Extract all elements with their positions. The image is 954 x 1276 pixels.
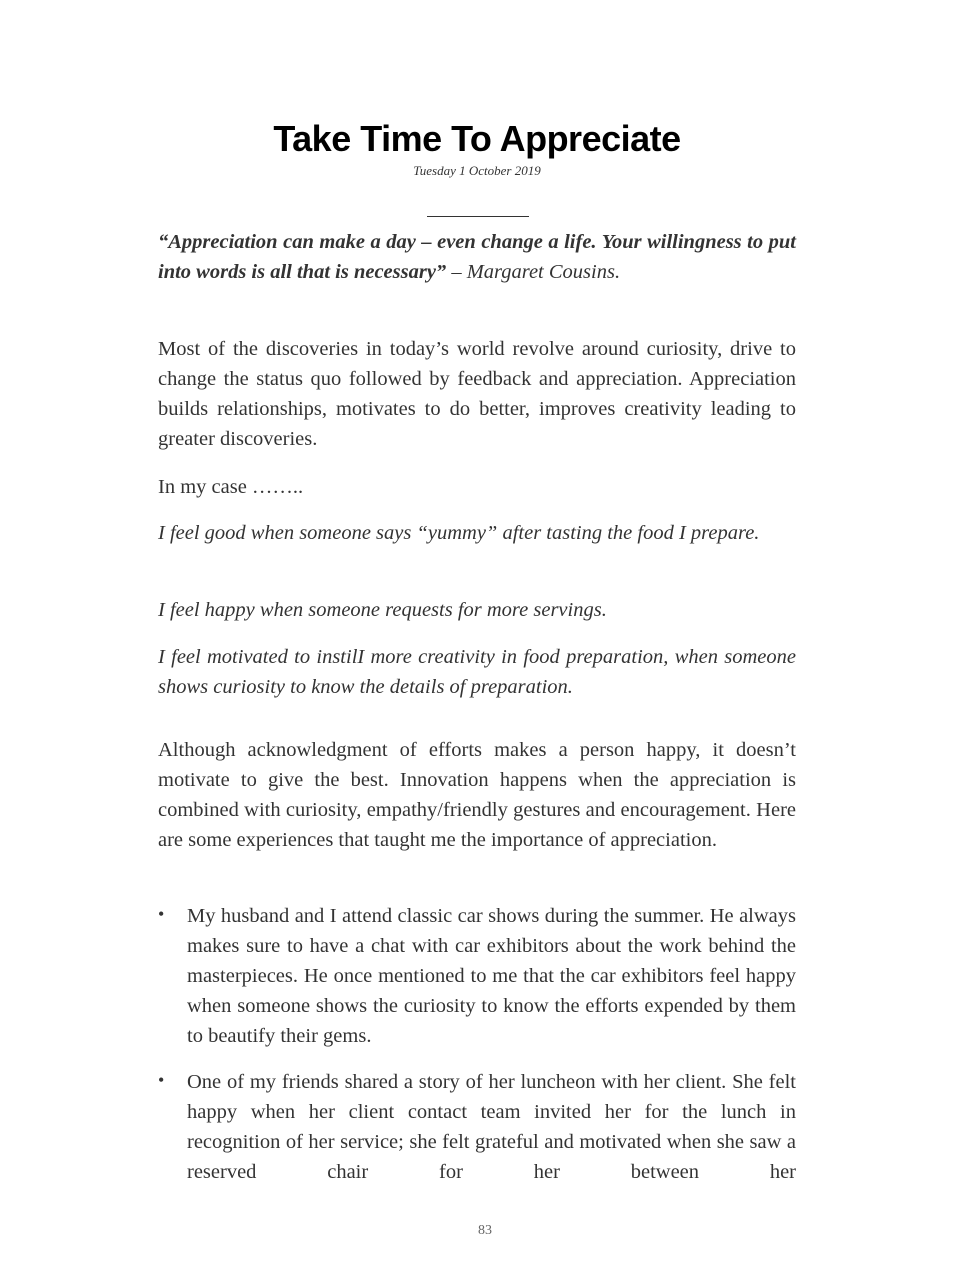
divider [427, 216, 529, 217]
feel-good-paragraph: I feel good when someone says “yummy” after tasting the food I prepare. [158, 522, 760, 544]
although-paragraph: Although acknowledgment of efforts makes a person happy, it doesn’t motivate to give the best. Innovation happens when the appreciation is combined with curiosity, empathy/friendly gestures and encouragement. Here are some experiences that taught me the importance of appreciation. [158, 739, 796, 851]
intro-paragraph: Most of the discoveries in today’s world revolve around curiosity, drive to change the status quo followed by feedback and appreciation. Appreciation builds relationships, motivates to do better, improves creativity leading to greater discoveries. [158, 338, 796, 450]
my-case-paragraph: In my case …….. [158, 476, 304, 498]
bullet-icon: • [158, 1070, 165, 1090]
list-item: My husband and I attend classic car shows during the summer. He always makes sure to have a chat with car exhibitors about the work behind the masterpieces. He once mentioned to me that the car exhibitors feel happy when someone shows the curiosity to know the efforts expended by them to beautify their gems. [187, 905, 796, 1047]
feel-motivated-paragraph: I feel motivated to instilI more creativity in food preparation, when someone shows curiosity to know the details of preparation. [158, 646, 796, 698]
quote [158, 227, 796, 287]
page-number: 83 [478, 1223, 492, 1238]
bullet-icon: • [158, 904, 165, 924]
feel-happy-paragraph: I feel happy when someone requests for more servings. [158, 599, 607, 621]
quote-text: “Appreciation can make a day – even change a life. Your willingness to put into words is all that is necessary” [158, 231, 796, 283]
page-title: Take Time To Appreciate [273, 118, 681, 159]
list-item: One of my friends shared a story of her luncheon with her client. She felt happy when her client contact team invited her for the lunch in recognition of her service; she felt grateful and motivated when she saw a reserved chair for her between her [187, 1071, 796, 1183]
quote-attribution: – Margaret Cousins. [446, 261, 621, 283]
post-date: Tuesday 1 October 2019 [413, 163, 541, 178]
